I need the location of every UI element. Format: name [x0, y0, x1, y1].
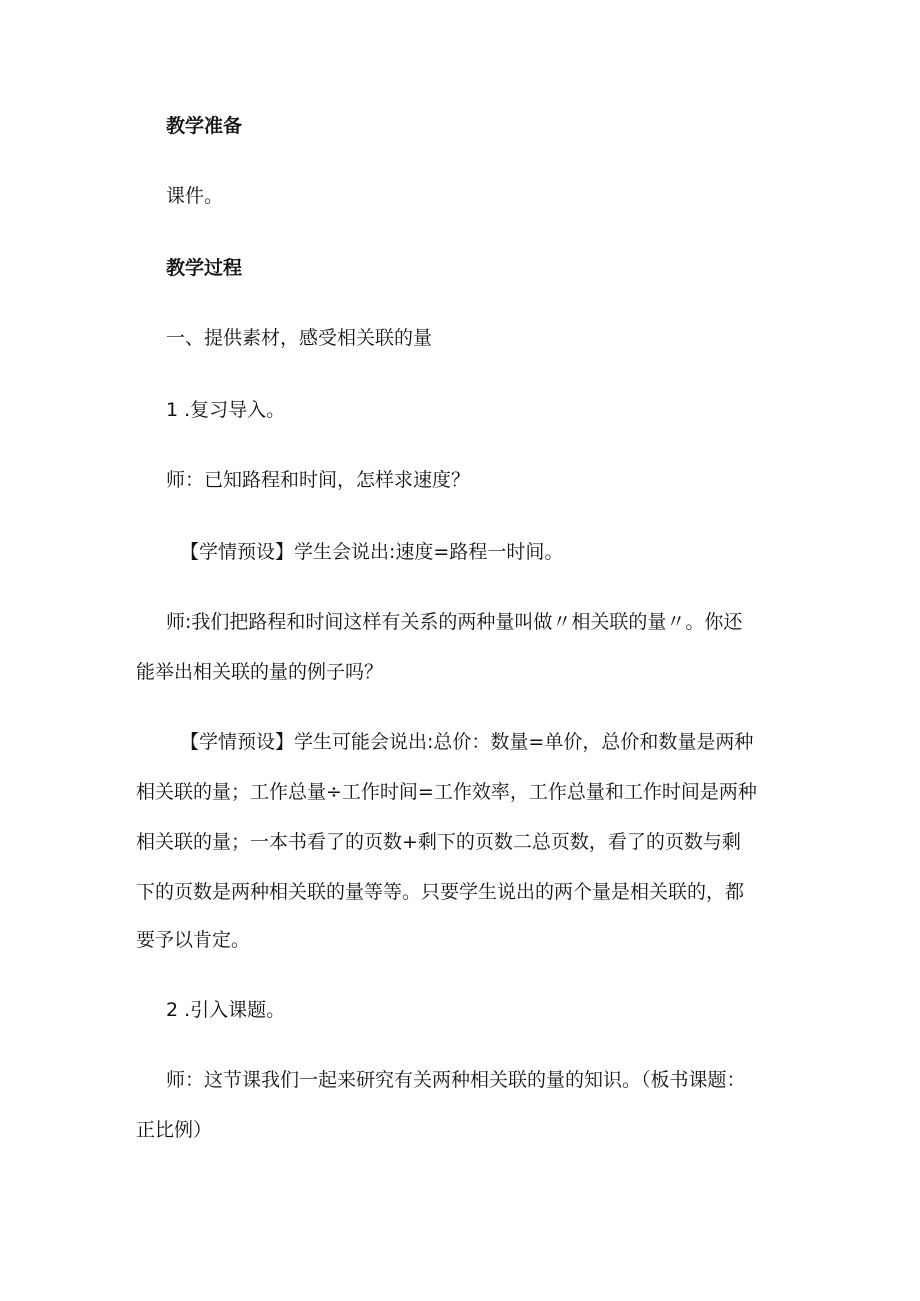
student-preset-2-line-4: 下的页数是两种相关联的量等等。只要学生说出的两个量是相关联的，都 — [136, 881, 745, 903]
heading-teaching-process: 教学过程 — [166, 257, 243, 279]
step-2-title: 2 .引入课题。 — [166, 999, 286, 1021]
student-preset-2-line-5: 要予以肯定。 — [136, 929, 251, 951]
student-preset-2-line-2: 相关联的量；工作总量÷工作时间=工作效率，工作总量和工作时间是两种 — [136, 781, 757, 803]
heading-teaching-preparation: 教学准备 — [166, 115, 243, 137]
section-1-title: 一、提供素材，感受相关联的量 — [166, 327, 433, 349]
teacher-question-1: 师：已知路程和时间，怎样求速度？ — [166, 469, 471, 491]
teacher-question-2-line-1: 师:我们把路程和时间这样有关系的两种量叫做〃相关联的量〃。你还 — [166, 611, 743, 633]
teacher-question-3-line-2: 正比例） — [136, 1119, 213, 1141]
student-preset-2-line-3: 相关联的量；一本书看了的页数+剩下的页数二总页数，看了的页数与剩 — [136, 831, 741, 853]
preparation-text: 课件。 — [166, 185, 224, 207]
step-1-title: 1 .复习导入。 — [166, 399, 286, 421]
student-preset-2-line-1: 【学情预设】学生可能会说出:总价：数量=单价，总价和数量是两种 — [180, 731, 754, 753]
teacher-question-2-line-2: 能举出相关联的量的例子吗？ — [136, 661, 384, 683]
student-preset-1: 【学情预设】学生会说出:速度=路程一时间。 — [180, 541, 564, 563]
teacher-question-3-line-1: 师：这节课我们一起来研究有关两种相关联的量的知识。（板书课题： — [166, 1069, 746, 1091]
